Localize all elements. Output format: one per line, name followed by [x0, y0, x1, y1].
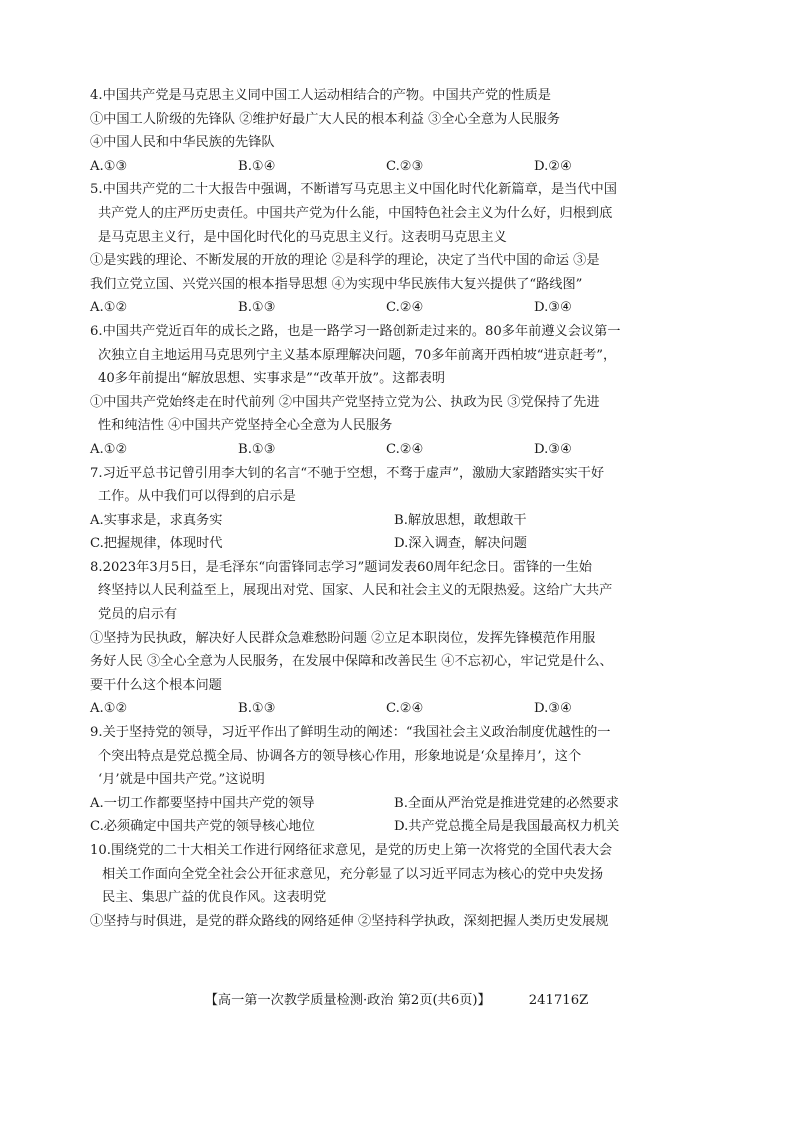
- question-stem: 工作。从中我们可以得到的启示是: [98, 489, 296, 505]
- question-9: [90, 721, 710, 839]
- statement-line: ④中国人民和中华民族的先锋队: [90, 135, 275, 151]
- statement-line: 性和纯洁性 ④中国共产党坚持全心全意为人民服务: [98, 418, 393, 434]
- statement-line: 我们立党立国、兴党兴国的根本指导思想 ④为实现中华民族伟大复兴提供了“路线图”: [90, 276, 583, 292]
- question-stem: 民主、集思广益的优良作风。这表明党: [102, 890, 327, 906]
- exam-code: 241716Z: [528, 993, 589, 1008]
- question-stem: 次独立自主地运用马克思列宁主义基本原理解决问题，70多年前离开西柏坡“进京赶考”，: [98, 347, 617, 363]
- question-stem: 是马克思主义行，是中国化时代化的马克思主义行。这表明马克思主义: [98, 229, 507, 245]
- question-5: [90, 178, 710, 320]
- question-10: [90, 839, 710, 933]
- answer-options: [90, 792, 710, 816]
- statement-line: ①是实践的理论、不断发展的开放的理论 ②是科学的理论，决定了当代中国的命运 ③是: [90, 253, 600, 269]
- question-stem: 5.中国共产党的二十大报告中强调，不断谱写马克思主义中国化时代化新篇章，是当代中国: [90, 182, 617, 198]
- option-d: D.②④: [534, 158, 572, 174]
- question-6: [90, 320, 710, 462]
- answer-options: [90, 296, 710, 320]
- option-b: B.①④: [238, 158, 276, 174]
- answer-options: [90, 155, 710, 179]
- answer-options: [90, 697, 710, 721]
- option-a: A.一切工作都要坚持中国共产党的领导: [90, 795, 315, 811]
- answer-options: [90, 532, 710, 556]
- statement-line: 务好人民 ③全心全意为人民服务，在发展中保障和改善民生 ④不忘初心，牢记党是什么、: [90, 654, 613, 670]
- question-stem: 8.2023年3月5日，是毛泽东“向雷锋同志学习”题词发表60周年纪念日。雷锋的一生始: [90, 559, 592, 575]
- page-footer: [0, 989, 793, 1008]
- question-stem: 6.中国共产党近百年的成长之路，也是一路学习一路创新走过来的。80多年前遵义会议第一: [90, 323, 621, 339]
- statement-line: ①坚持为民执政，解决好人民群众急难愁盼问题 ②立足本职岗位，发挥先锋模范作用服: [90, 630, 596, 646]
- question-stem: 相关工作面向全党全社会公开征求意见，充分彰显了以习近平同志为核心的党中央发扬: [102, 866, 604, 882]
- option-a: A.①②: [90, 701, 128, 717]
- footer-title: 【高一第一次教学质量检测·政治 第2页(共6页)】: [204, 993, 491, 1008]
- option-b: B.①③: [238, 441, 276, 457]
- statement-line: ①中国工人阶级的先锋队 ②维护好最广大人民的根本利益 ③全心全意为人民服务: [90, 111, 560, 127]
- option-c: C.把握规律，体现时代: [90, 536, 223, 552]
- option-b: B.①③: [238, 701, 276, 717]
- option-d: D.③④: [534, 701, 572, 717]
- option-c: C.②④: [386, 300, 424, 316]
- option-b: B.全面从严治党是推进党建的必然要求: [394, 795, 619, 811]
- question-8: [90, 556, 710, 721]
- question-stem: 终坚持以人民利益至上，展现出对党、国家、人民和社会主义的无限热爱。这给广大共产: [98, 583, 613, 599]
- option-c: C.②④: [386, 701, 424, 717]
- option-d: D.共产党总揽全局是我国最高权力机关: [394, 819, 620, 835]
- option-a: A.①③: [90, 158, 128, 174]
- option-a: A.①②: [90, 300, 128, 316]
- option-b: B.①③: [238, 300, 276, 316]
- page-content: [90, 84, 710, 933]
- question-4: [90, 84, 710, 178]
- option-b: B.解放思想，敢想敢干: [394, 512, 527, 528]
- answer-options: [90, 438, 710, 462]
- statement-line: ①坚持与时俱进，是党的群众路线的网络延伸 ②坚持科学执政，深刻把握人类历史发展规: [90, 913, 609, 929]
- answer-options: [90, 509, 710, 533]
- question-stem: 7.习近平总书记曾引用李大钊的名言“不驰于空想，不骛于虚声”，激励大家踏踏实实干好: [90, 465, 604, 481]
- question-stem: 4.中国共产党是马克思主义同中国工人运动相结合的产物。中国共产党的性质是: [90, 88, 551, 103]
- question-7: [90, 462, 710, 556]
- option-c: C.②④: [386, 441, 424, 457]
- question-stem: ‘月’就是中国共产党。”这说明: [98, 772, 265, 788]
- option-c: C.②③: [386, 158, 424, 174]
- question-stem: 10.围绕党的二十大相关工作进行网络征求意见，是党的历史上第一次将党的全国代表大会: [90, 843, 613, 858]
- question-stem: 个突出特点是党总揽全局、协调各方的领导核心作用，形象地说是‘众星捧月’，这个: [98, 748, 582, 764]
- statement-line: 要干什么这个根本问题: [90, 677, 222, 693]
- option-d: D.深入调查，解决问题: [394, 536, 527, 552]
- question-stem: 党员的启示有: [98, 607, 178, 623]
- option-a: A.①②: [90, 441, 128, 457]
- option-d: D.③④: [534, 300, 572, 316]
- question-stem: 9.关于坚持党的领导，习近平作出了鲜明生动的阐述：“我国社会主义政治制度优越性的一: [90, 725, 611, 741]
- statement-line: ①中国共产党始终走在时代前列 ②中国共产党坚持立党为公、执政为民 ③党保持了先进: [90, 394, 600, 410]
- option-d: D.③④: [534, 441, 572, 457]
- question-stem: 40多年前提出“解放思想、实事求是”“改革开放”。这都表明: [98, 371, 446, 387]
- question-stem: 共产党人的庄严历史责任。中国共产党为什么能，中国特色社会主义为什么好，归根到底: [98, 205, 613, 221]
- answer-options: [90, 815, 710, 839]
- option-c: C.必须确定中国共产党的领导核心地位: [90, 819, 315, 835]
- option-a: A.实事求是，求真务实: [90, 512, 223, 528]
